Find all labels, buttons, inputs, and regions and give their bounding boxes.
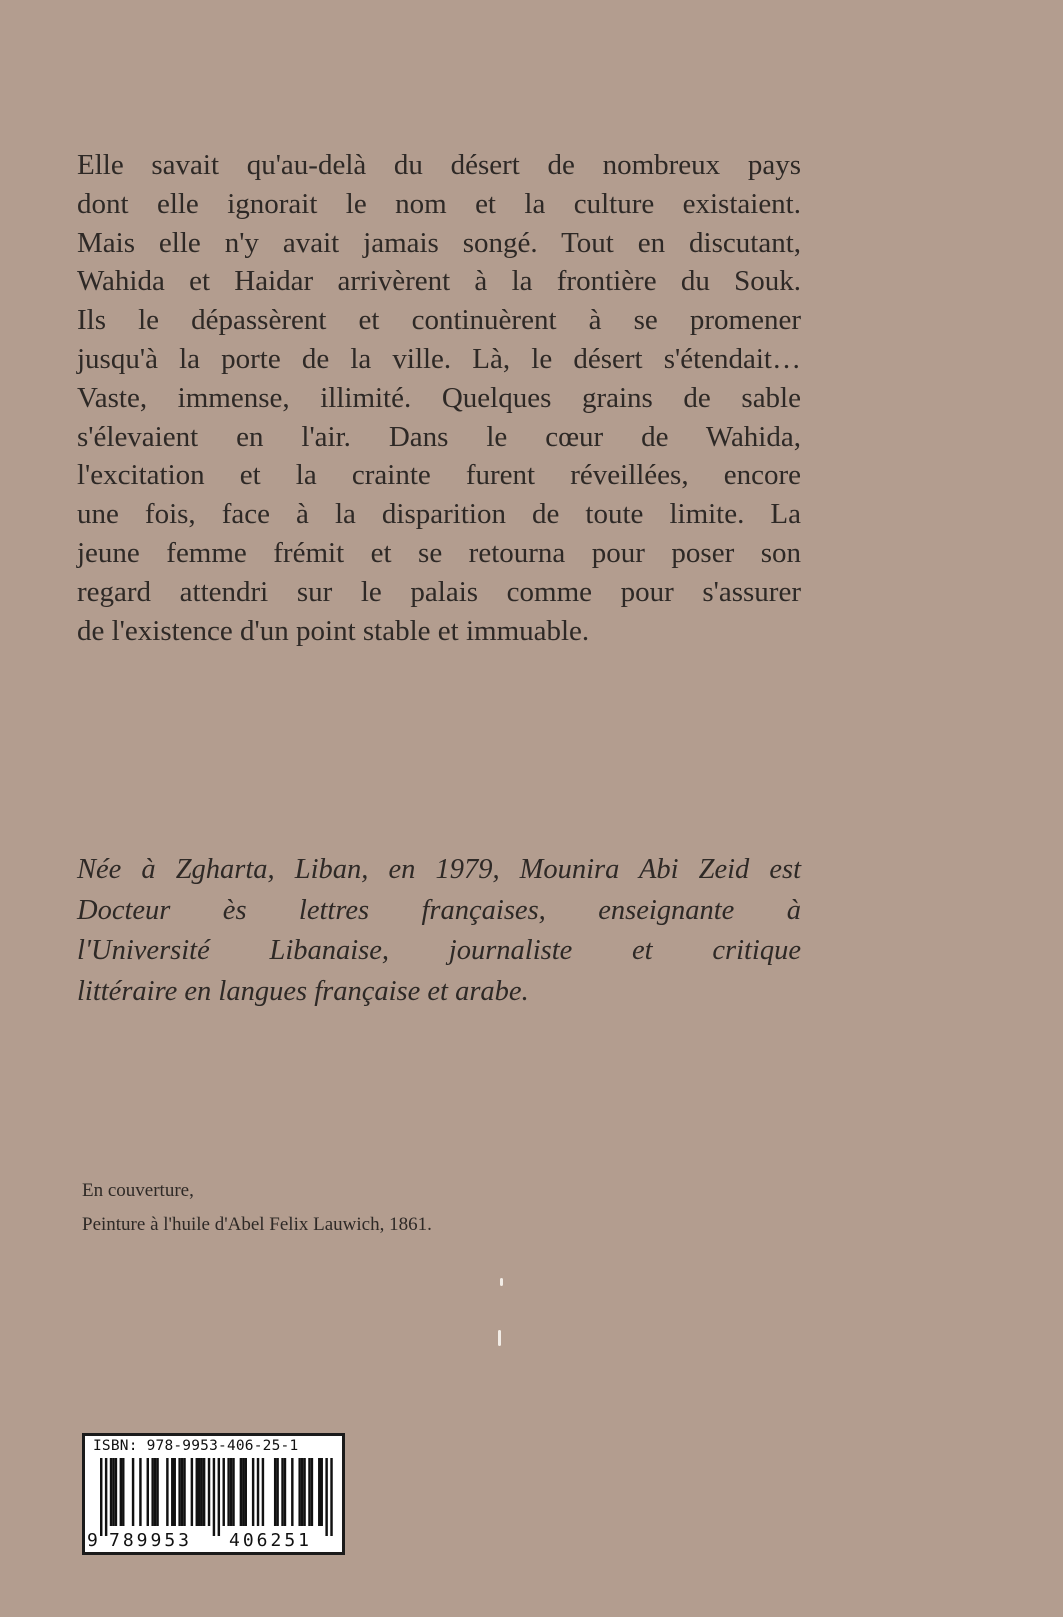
bio-line: Docteur ès lettres françaises, enseignante à (77, 894, 801, 926)
barcode-bar (105, 1458, 107, 1536)
barcode-bar (240, 1458, 242, 1526)
barcode-bar (213, 1458, 215, 1536)
barcode-bar (281, 1458, 283, 1526)
bio-line: littéraire en langues française et arabe. (77, 975, 529, 1007)
bio-line: Née à Zgharta, Liban, en 1979, Mounira Abi Zeid est (77, 854, 801, 885)
credit-line-1: En couverture, (82, 1180, 194, 1201)
barcode-bar (200, 1458, 202, 1526)
barcode-bar (330, 1458, 332, 1536)
barcode-bar (203, 1458, 205, 1526)
excerpt-line: Elle savait qu'au-delà du désert de nombreux pays (77, 149, 801, 181)
barcode-bar (242, 1458, 244, 1526)
barcode-bar (181, 1458, 183, 1526)
barcode-bar (139, 1458, 141, 1526)
barcode-bar (318, 1458, 320, 1526)
barcode-bar (198, 1458, 200, 1526)
excerpt-line: Vaste, immense, illimité. Quelques grains de sable (77, 381, 801, 414)
barcode-bar (174, 1458, 176, 1526)
barcode-bar (122, 1458, 124, 1526)
excerpt-line: jusqu'à la porte de la ville. Là, le désert s'étendait… (77, 342, 801, 375)
barcode-bar (223, 1458, 225, 1526)
barcode-bar (156, 1458, 158, 1526)
excerpt-line: de l'existence d'un point stable et immuable. (77, 614, 590, 647)
barcode-bar (274, 1458, 276, 1526)
isbn-barcode (82, 1433, 345, 1555)
barcode-bar (325, 1458, 327, 1536)
barcode-bar (196, 1458, 198, 1526)
barcode-bar (120, 1458, 122, 1526)
barcode-bar (321, 1458, 323, 1526)
print-speck (498, 1330, 501, 1346)
barcode-bar (110, 1458, 112, 1526)
barcode-bar (191, 1458, 193, 1526)
excerpt-line: Ils le dépassèrent et continuèrent à se promener (77, 304, 801, 337)
barcode-bar (166, 1458, 168, 1526)
barcode-bar (208, 1458, 210, 1526)
barcode-bar (115, 1458, 117, 1526)
barcode-left-digits: 789953 (109, 1530, 193, 1551)
barcode-bar (183, 1458, 185, 1526)
barcode-bar (100, 1458, 102, 1536)
barcode-bar (252, 1458, 254, 1526)
excerpt-line: une fois, face à la disparition de toute limite. La (77, 498, 801, 531)
barcode-bar (178, 1458, 180, 1526)
excerpt-line: dont elle ignorait le nom et la culture existaient. (77, 187, 801, 220)
author-bio (77, 850, 801, 1012)
bio-line: l'Université Libanaise, journaliste et critique (77, 935, 801, 966)
barcode-bar (112, 1458, 114, 1526)
barcode-bar (232, 1458, 234, 1526)
excerpt-line: Wahida et Haidar arrivèrent à la frontière du Souk. (77, 265, 801, 298)
barcode-bar (298, 1458, 300, 1526)
cover-credit (82, 1174, 432, 1242)
excerpt-line: l'excitation et la crainte furent réveillées, encore (77, 459, 801, 492)
excerpt-line: s'élevaient en l'air. Dans le cœur de Wahida, (77, 420, 801, 453)
barcode-bar (245, 1458, 247, 1526)
excerpt-line: jeune femme frémit et se retourna pour poser son (77, 536, 801, 569)
barcode-bar (276, 1458, 278, 1526)
barcode-bar (147, 1458, 149, 1526)
barcode-bar (218, 1458, 220, 1536)
barcode-bar (308, 1458, 310, 1526)
barcode-first-digit: 9 (87, 1530, 98, 1551)
barcode-bars (85, 1436, 342, 1552)
barcode-bar (171, 1458, 173, 1526)
back-cover-excerpt (77, 146, 801, 650)
barcode-bar (151, 1458, 153, 1526)
barcode-bar (154, 1458, 156, 1526)
isbn-label: ISBN: 978-9953-406-25-1 (93, 1438, 299, 1454)
barcode-bar (303, 1458, 305, 1526)
barcode-bar (301, 1458, 303, 1526)
barcode-bar (291, 1458, 293, 1526)
barcode-bar (311, 1458, 313, 1526)
barcode-bar (257, 1458, 259, 1526)
credit-line-2: Peinture à l'huile d'Abel Felix Lauwich, 1861. (82, 1214, 432, 1235)
barcode-bar (262, 1458, 264, 1526)
barcode-bar (284, 1458, 286, 1526)
barcode-bar (132, 1458, 134, 1526)
barcode-right-digits: 406251 (229, 1530, 313, 1551)
barcode-bar (230, 1458, 232, 1526)
excerpt-line: Mais elle n'y avait jamais songé. Tout en discutant, (77, 226, 801, 259)
print-speck (500, 1278, 503, 1286)
excerpt-line: regard attendri sur le palais comme pour s'assurer (77, 575, 801, 608)
barcode-bar (227, 1458, 229, 1526)
